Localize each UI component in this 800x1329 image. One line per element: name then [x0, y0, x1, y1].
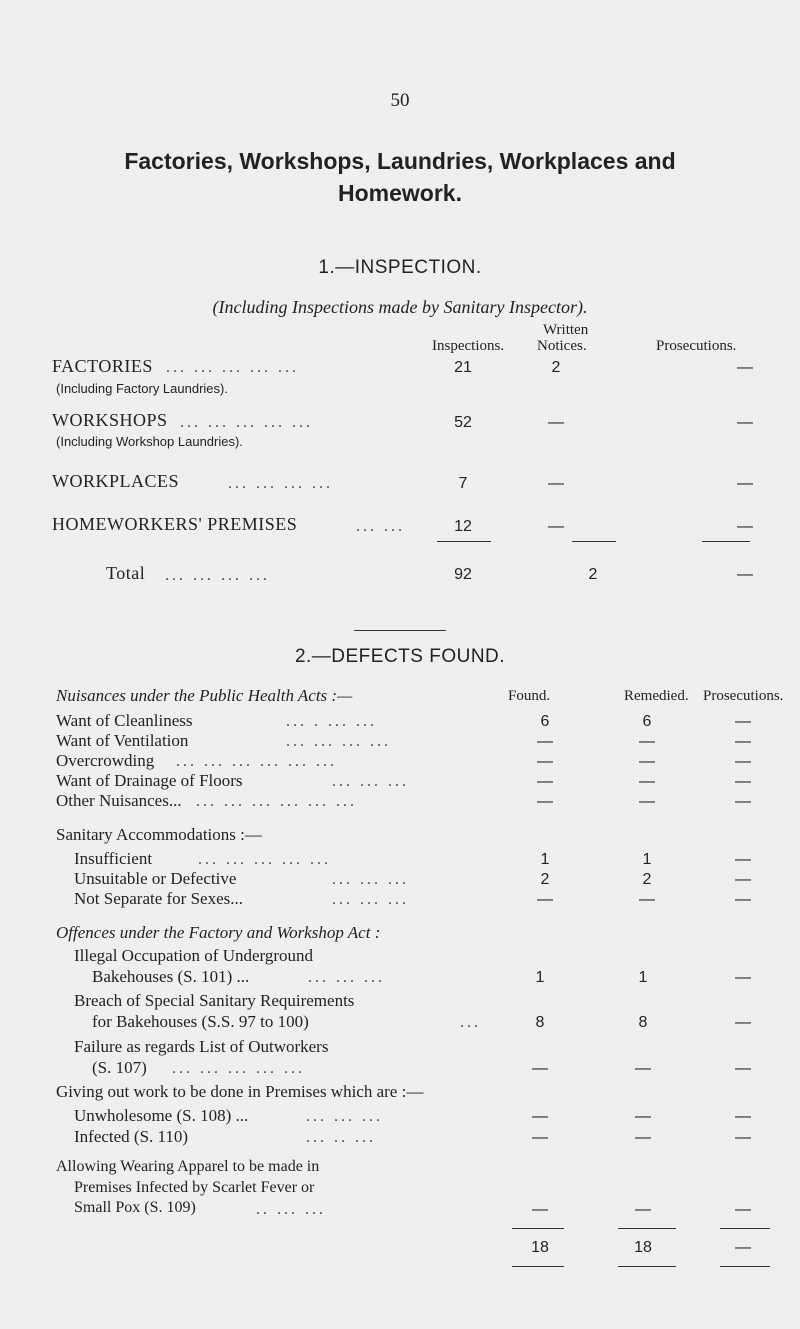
leader-dots: ... ... ...	[308, 969, 385, 986]
leader-dots: ... ... ... ... ...	[198, 851, 331, 868]
leader-dots: ... ... ...	[306, 1108, 383, 1125]
page-number: 50	[390, 90, 410, 111]
prosecutions-value: —	[735, 773, 751, 790]
row-label: WORKPLACES	[52, 471, 180, 491]
offences-heading: Offences under the Factory and Workshop Act :	[56, 923, 381, 942]
leader-dots: ... ...	[356, 518, 405, 535]
remedied-value: —	[639, 753, 655, 770]
total-prosecutions: —	[735, 1239, 751, 1256]
row-label: Infected (S. 110)	[74, 1127, 189, 1146]
col-prosecutions: Prosecutions.	[656, 338, 737, 354]
prosecutions-value: —	[737, 414, 753, 431]
total-prosecutions: —	[737, 566, 753, 583]
inspection-heading: 1.—INSPECTION.	[318, 257, 482, 278]
total-remedied: 18	[634, 1239, 652, 1256]
prosecutions-value: —	[737, 359, 753, 376]
row-label: Insufficient	[74, 849, 153, 868]
leader-dots: ... ... ... ... ...	[172, 1060, 305, 1077]
total-rule	[618, 1266, 676, 1267]
inspections-value: 12	[454, 518, 472, 535]
prosecutions-value: —	[737, 518, 753, 535]
prosecutions-value: —	[735, 851, 751, 868]
inspections-value: 21	[454, 359, 472, 376]
prosecutions-value: —	[735, 1108, 751, 1125]
prosecutions-value: —	[735, 793, 751, 810]
found-value: 1	[535, 969, 545, 986]
col-written-notices: Notices.	[537, 338, 587, 354]
row-label: Want of Drainage of Floors	[56, 771, 243, 790]
notices-value: —	[548, 518, 564, 535]
remedied-value: 2	[642, 871, 652, 888]
nuisances-heading: Nuisances under the Public Health Acts :—	[56, 686, 353, 705]
found-value: —	[532, 1129, 548, 1146]
leader-dots: ... ... ... ... ... ...	[196, 793, 357, 810]
row-label: Other Nuisances...	[56, 791, 182, 810]
defects-heading: 2.—DEFECTS FOUND.	[294, 646, 506, 667]
leader-dots: ... ... ... ... ... ...	[176, 753, 337, 770]
prosecutions-value: —	[735, 891, 751, 908]
prosecutions-value: —	[735, 1060, 751, 1077]
remedied-value: 1	[638, 969, 648, 986]
found-value: —	[537, 891, 553, 908]
leader-dots: ... ... ...	[332, 773, 409, 790]
leader-dots: ... ... ...	[332, 871, 409, 888]
subtotal-rule	[702, 541, 750, 542]
total-label: Total	[106, 563, 146, 583]
row-label: Unwholesome (S. 108) ...	[74, 1106, 249, 1125]
prosecutions-value: —	[735, 733, 751, 750]
leader-dots: ... .. ...	[306, 1129, 376, 1146]
remedied-value: —	[635, 1129, 651, 1146]
row-label-line3: Small Pox (S. 109)	[74, 1199, 196, 1216]
found-value: 8	[535, 1014, 545, 1031]
sanitary-heading: Sanitary Accommodations :—	[56, 825, 262, 844]
row-label-line2: Premises Infected by Scarlet Fever or	[74, 1179, 315, 1196]
remedied-value: —	[635, 1108, 651, 1125]
remedied-value: —	[639, 891, 655, 908]
row-label-line1: Illegal Occupation of Underground	[74, 946, 314, 965]
subtotal-rule	[720, 1228, 770, 1229]
row-label: Want of Ventilation	[56, 731, 189, 750]
leader-dots: ... ... ... ... ...	[180, 414, 313, 431]
prosecutions-value: —	[735, 871, 751, 888]
leader-dots: ... ... ... ...	[286, 733, 391, 750]
found-value: —	[537, 773, 553, 790]
row-label: HOMEWORKERS' PREMISES	[52, 514, 298, 534]
row-label: Overcrowding	[56, 751, 155, 770]
total-rule	[720, 1266, 770, 1267]
subtotal-rule	[572, 541, 616, 542]
total-notices: 2	[588, 566, 598, 583]
row-sub: (Including Factory Laundries).	[56, 381, 228, 396]
notices-value: —	[548, 475, 564, 492]
row-label-line2: Bakehouses (S. 101) ...	[92, 967, 250, 986]
found-value: —	[532, 1201, 548, 1218]
prosecutions-value: —	[735, 753, 751, 770]
subtotal-rule	[512, 1228, 564, 1229]
row-label-line2: for Bakehouses (S.S. 97 to 100)	[92, 1012, 309, 1031]
row-label: FACTORIES	[52, 356, 153, 376]
leader-dots: ... ... ... ... ...	[166, 359, 299, 376]
prosecutions-value: —	[735, 1129, 751, 1146]
page-title-line-2: Homework.	[338, 180, 462, 206]
found-value: 2	[540, 871, 550, 888]
remedied-value: —	[639, 733, 655, 750]
col-remedied: Remedied.	[624, 688, 689, 704]
remedied-value: —	[639, 773, 655, 790]
row-label: Want of Cleanliness	[56, 711, 193, 730]
notices-value: 2	[551, 359, 561, 376]
giving-out-heading: Giving out work to be done in Premises which are :—	[56, 1082, 424, 1101]
prosecutions-value: —	[735, 1014, 751, 1031]
col-prosecutions: Prosecutions.	[703, 688, 784, 704]
found-value: 1	[540, 851, 550, 868]
row-label: WORKSHOPS	[52, 410, 168, 430]
row-label-line1: Breach of Special Sanitary Requirements	[74, 991, 355, 1010]
prosecutions-value: —	[735, 713, 751, 730]
row-label: Unsuitable or Defective	[74, 869, 237, 888]
remedied-value: —	[635, 1201, 651, 1218]
col-written-line1: Written	[543, 322, 589, 338]
found-value: —	[532, 1060, 548, 1077]
subtotal-rule	[618, 1228, 676, 1229]
found-value: —	[537, 753, 553, 770]
row-label-line2: (S. 107)	[92, 1058, 147, 1077]
inspection-subtitle: (Including Inspections made by Sanitary Inspector).	[212, 297, 588, 317]
total-found: 18	[531, 1239, 549, 1256]
found-value: 6	[540, 713, 550, 730]
prosecutions-value: —	[735, 1201, 751, 1218]
prosecutions-value: —	[737, 475, 753, 492]
col-found: Found.	[508, 688, 551, 704]
leader-dots: .. ... ...	[256, 1201, 326, 1218]
row-label-line1: Allowing Wearing Apparel to be made in	[56, 1158, 320, 1175]
leader-dots: ... ... ...	[332, 891, 409, 908]
remedied-value: —	[639, 793, 655, 810]
leader-dots: ... ... ... ...	[165, 567, 270, 584]
inspections-value: 52	[454, 414, 472, 431]
row-label: Not Separate for Sexes...	[74, 889, 244, 908]
remedied-value: 6	[642, 713, 652, 730]
found-value: —	[537, 793, 553, 810]
leader-dots: ... ... ... ...	[228, 475, 333, 492]
total-inspections: 92	[454, 566, 472, 583]
remedied-value: —	[635, 1060, 651, 1077]
leader-dots: ...	[460, 1014, 481, 1031]
inspections-value: 7	[458, 475, 468, 492]
total-rule	[512, 1266, 564, 1267]
remedied-value: 1	[642, 851, 652, 868]
col-inspections: Inspections.	[432, 338, 505, 354]
page-title-line-1: Factories, Workshops, Laundries, Workplaces and	[124, 148, 676, 174]
found-value: —	[532, 1108, 548, 1125]
remedied-value: 8	[638, 1014, 648, 1031]
section-divider	[354, 630, 446, 631]
row-label-line1: Failure as regards List of Outworkers	[74, 1037, 329, 1056]
prosecutions-value: —	[735, 969, 751, 986]
found-value: —	[537, 733, 553, 750]
subtotal-rule	[437, 541, 491, 542]
row-sub: (Including Workshop Laundries).	[56, 434, 243, 449]
leader-dots: ... . ... ...	[286, 713, 377, 730]
notices-value: —	[548, 414, 564, 431]
